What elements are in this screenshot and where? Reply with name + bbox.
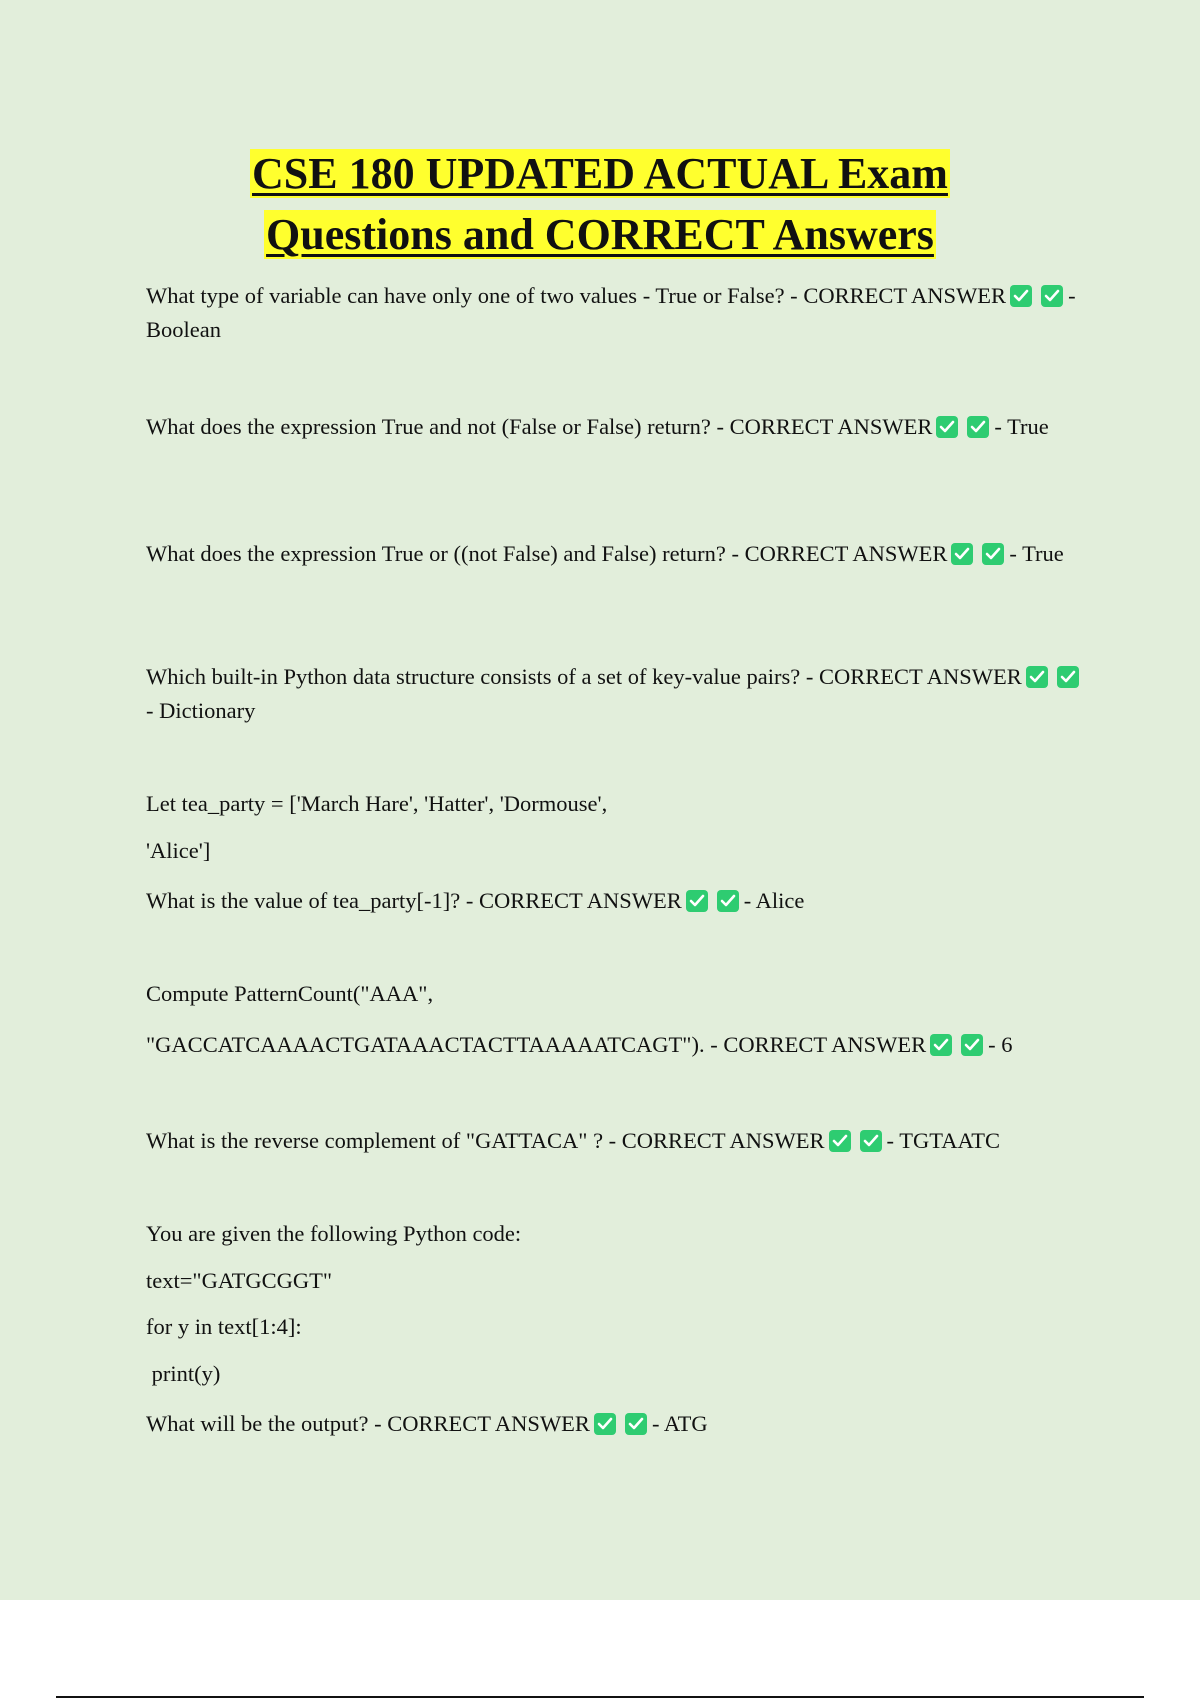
- question-text: What will be the output? -: [146, 1411, 388, 1436]
- document-title: [0, 143, 1200, 265]
- answer-text: - ATG: [651, 1411, 708, 1436]
- code-line: print(y): [146, 1361, 221, 1386]
- check-mark-icon: [594, 1413, 616, 1435]
- qa-item-5: [146, 886, 804, 916]
- question-text: What does the expression True or ((not False) and False) return? -: [146, 541, 745, 566]
- check-mark-icon: [717, 890, 739, 912]
- check-mark-icon: [1010, 285, 1032, 307]
- check-mark-icon: [686, 890, 708, 912]
- qa-item-1: [146, 279, 1086, 347]
- check-mark-icon: [1041, 285, 1063, 307]
- answer-label: CORRECT ANSWER: [478, 888, 682, 913]
- answer-text: - Boolean: [146, 283, 1076, 342]
- check-mark-icon: [1026, 666, 1048, 688]
- answer-label: CORRECT ANSWER: [621, 1128, 825, 1153]
- answer-text: - True: [994, 414, 1049, 439]
- code-line: text="GATGCGGT": [146, 1268, 333, 1293]
- qa-item-3: [146, 537, 1086, 571]
- answer-text: - 6: [988, 1032, 1013, 1057]
- check-mark-icon: [951, 543, 973, 565]
- answer-label: CORRECT ANSWER: [729, 414, 933, 439]
- code-line: Let tea_party = ['March Hare', 'Hatter', 'Dormouse',: [146, 791, 608, 816]
- qa-item-4: [146, 660, 1086, 728]
- code-line: 'Alice']: [146, 838, 211, 863]
- code-line: for y in text[1:4]:: [146, 1314, 302, 1339]
- qa-item-6: [146, 1030, 1012, 1060]
- check-mark-icon: [860, 1130, 882, 1152]
- check-mark-icon: [829, 1130, 851, 1152]
- question-text: What is the reverse complement of "GATTACA" ? -: [146, 1128, 622, 1153]
- answer-text: - Alice: [743, 888, 805, 913]
- answer-text: - TGTAATC: [886, 1128, 1000, 1153]
- answer-label: CORRECT ANSWER: [723, 1032, 927, 1057]
- question-text: Which built-in Python data structure consists of a set of key-value pairs? -: [146, 664, 819, 689]
- answer-text: - Dictionary: [146, 698, 256, 723]
- question-text: What is the value of tea_party[-1]? -: [146, 888, 479, 913]
- qa-item-2: [146, 410, 1086, 444]
- title-line-1: CSE 180 UPDATED ACTUAL Exam: [252, 149, 948, 198]
- question-text: "GACCATCAAAACTGATAAACTACTTAAAAATCAGT"). -: [146, 1032, 724, 1057]
- question-text: What does the expression True and not (False or False) return? -: [146, 414, 730, 439]
- code-intro: You are given the following Python code:: [146, 1221, 522, 1246]
- check-mark-icon: [930, 1034, 952, 1056]
- check-mark-icon: [982, 543, 1004, 565]
- check-mark-icon: [936, 416, 958, 438]
- footer-divider: [56, 1696, 1144, 1698]
- answer-label: CORRECT ANSWER: [744, 541, 948, 566]
- qa-item-7: [146, 1126, 1000, 1156]
- answer-label: CORRECT ANSWER: [818, 664, 1022, 689]
- check-mark-icon: [625, 1413, 647, 1435]
- answer-text: - True: [1009, 541, 1064, 566]
- question-text: What type of variable can have only one of two values - True or False? -: [146, 283, 804, 308]
- answer-label: CORRECT ANSWER: [803, 283, 1007, 308]
- check-mark-icon: [1057, 666, 1079, 688]
- check-mark-icon: [961, 1034, 983, 1056]
- title-line-2: Questions and CORRECT Answers: [266, 210, 934, 259]
- qa-item-8: [146, 1409, 708, 1439]
- answer-label: CORRECT ANSWER: [387, 1411, 590, 1436]
- code-line: Compute PatternCount("AAA",: [146, 981, 434, 1006]
- check-mark-icon: [967, 416, 989, 438]
